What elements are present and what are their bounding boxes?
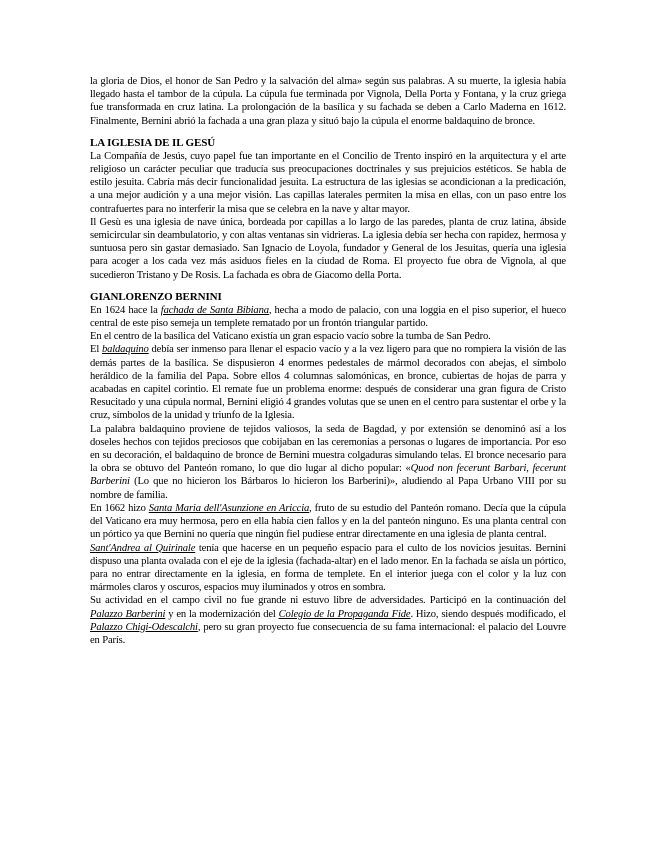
link-colegio-propaganda-fide[interactable]: Colegio de la Propaganda Fide bbox=[278, 608, 411, 620]
bernini-paragraph-7 bbox=[90, 594, 566, 647]
link-palazzo-chigi-odescalchi[interactable]: Palazzo Chigi-Odescalchi bbox=[90, 621, 198, 633]
text: debía ser inmenso para llenar el espacio vacío y a la vez ligero para que no rompiera la visión de las demás partes de la basílica. Se dispusieron 4 enormes pedestales de mármol decorados con abejas, el símbolo heráldico de la familia del Papa. Sobre ellos 4 columnas salomónicas, en bronce, cubiertas de hojas de parra y acabadas en capitel corintio. El remate fue un problema enorme: después de considerar una gran figura de Cristo Resucitado y una cúpula normal, Bernini eligió 4 grandes volutas que se unen en el centro para sustentar el orbe y la cruz, símbolos de la unidad y triunfo de la Iglesia. bbox=[90, 344, 566, 422]
bernini-paragraph-5 bbox=[90, 502, 566, 542]
text: El bbox=[90, 344, 102, 356]
text: (Lo que no hicieron los Bárbaros lo hicieron los Barberini)», aludiendo al Papa Urbano VIII por su nombre de familia. bbox=[90, 476, 566, 501]
link-palazzo-barberini[interactable]: Palazzo Barberini bbox=[90, 608, 166, 620]
text: , pero su gran proyecto fue consecuencia de su fama internacional: el palacio del Louvre en París. bbox=[90, 621, 566, 646]
link-santandrea-quirinale[interactable]: Sant'Andrea al Quirinale bbox=[90, 542, 196, 554]
bernini-paragraph-3 bbox=[90, 343, 566, 422]
intro-paragraph: la gloria de Dios, el honor de San Pedro y la salvación del alma» según sus palabras. A su muerte, la iglesia había llegado hasta el tambor de la cúpula. La cúpula fue terminada por Vignola, Della Porta y Fontana, y la cruz griega fue transformada en cruz latina. La prolongación de la basílica y su fachada se deben a Carlo Maderna en 1612. Finalmente, Bernini abrió la fachada a una gran plaza y situó bajo la cúpula el enorme baldaquino de bronce. bbox=[90, 76, 566, 127]
text: En 1662 hizo bbox=[90, 502, 149, 514]
section-heading-bernini: GIANLORENZO BERNINI bbox=[90, 290, 222, 303]
text: En 1624 hace la bbox=[90, 304, 161, 316]
link-baldaquino[interactable]: baldaquino bbox=[101, 344, 149, 356]
bernini-paragraph-1 bbox=[90, 304, 566, 330]
text: Su actividad en el campo civil no fue grande ni estuvo libre de adversidades. Participó en la continuación del bbox=[90, 595, 566, 607]
link-fachada-santa-bibiana[interactable]: fachada de Santa Bibiana bbox=[160, 304, 269, 316]
link-santa-maria-ariccia[interactable]: Santa Maria dell'Asunzione en Ariccia bbox=[148, 502, 310, 514]
text: , fruto de su estudio del Panteón romano. Decía que la cúpula del Vaticano era muy hermosa, pero en ella había cien fallos y en la del panteón ninguno. Es una planta central con un pórtico ya que Bernini no quería que ningún fiel pudiese entrar directamente en una iglesia de planta central. bbox=[90, 502, 566, 541]
bernini-paragraph-6 bbox=[90, 542, 566, 595]
section-heading-gesu: LA IGLESIA DE IL GESÚ bbox=[90, 136, 216, 149]
text: y en la modernización del bbox=[165, 608, 279, 620]
document-page bbox=[90, 75, 566, 647]
latin-quote: Quod non fecerunt Barbari, fecerunt Barberini bbox=[90, 463, 566, 488]
text: tenía que hacerse en un pequeño espacio para el culto de los novicios jesuitas. Bernini dispuso una planta ovalada con el eje de la iglesia (fachada-altar) en el lado menor. En la fachada se aísla un pórtico, para no entrar directamente en la iglesia, en forma de templete. En el interior juega con el color y la luz con mármoles claros y oscuros, espacios muy iluminados y otros en sombra. bbox=[90, 542, 566, 594]
gesu-paragraph-1: La Compañía de Jesús, cuyo papel fue tan importante en el Concilio de Trento inspiró en la arquitectura y el arte religioso un carácter peculiar que traducía sus preocupaciones doctrinales y sus prejuicios estéticos. Se habla de estilo jesuita. Cabría más decir funcionalidad jesuita. La estructura de las iglesias se acondicionan a la predicación, a una mejor audición y a una mejor visión. Las capillas laterales permiten la misa en ellas, con un paso entre los contrafuertes para no interferir la misa que se celebra en la nave y altar mayor. bbox=[90, 150, 566, 215]
text: La palabra baldaquino proviene de tejidos valiosos, la seda de Bagdad, y por extensión se denominó así a los doseles hechos con tejidos preciosos que cobijaban en las ceremonias a personas o lugares de importancia. Por eso en su decoración, el baldaquino de bronce de Bernini muestra colgaduras simulando telas. El bronce necesario para la obra se obtuvo del Panteón romano, lo que dio lugar al dicho popular: « bbox=[90, 423, 566, 475]
text: , hecha a modo de palacio, con una loggia en el piso superior, el hueco central de este piso semeja un templete rematado por un frontón triangular partido. bbox=[90, 304, 566, 330]
bernini-paragraph-4 bbox=[90, 423, 566, 502]
bernini-paragraph-2: En el centro de la basílica del Vaticano existía un gran espacio vacío sobre la tumba de San Pedro. bbox=[90, 331, 491, 343]
text: . Hizo, siendo después modificado, el bbox=[410, 608, 566, 620]
gesu-paragraph-2: Il Gesù es una iglesia de nave única, bordeada por capillas a lo largo de las paredes, planta de cruz latina, ábside semicircular sin deambulatorio, y con altas ventanas sin vidrieras. La iglesia debía ser hecha con rapidez, hermosa y suntuosa pero sin gastar demasiado. San Ignacio de Loyola, fundador y General de los Jesuitas, quería una iglesia para acoger a los cada vez más asiduos fieles en la ciudad de Roma. El proyecto fue obra de Vignola, al que sucedieron Tristano y De Rosis. La fachada es obra de Giacomo della Porta. bbox=[90, 216, 566, 281]
